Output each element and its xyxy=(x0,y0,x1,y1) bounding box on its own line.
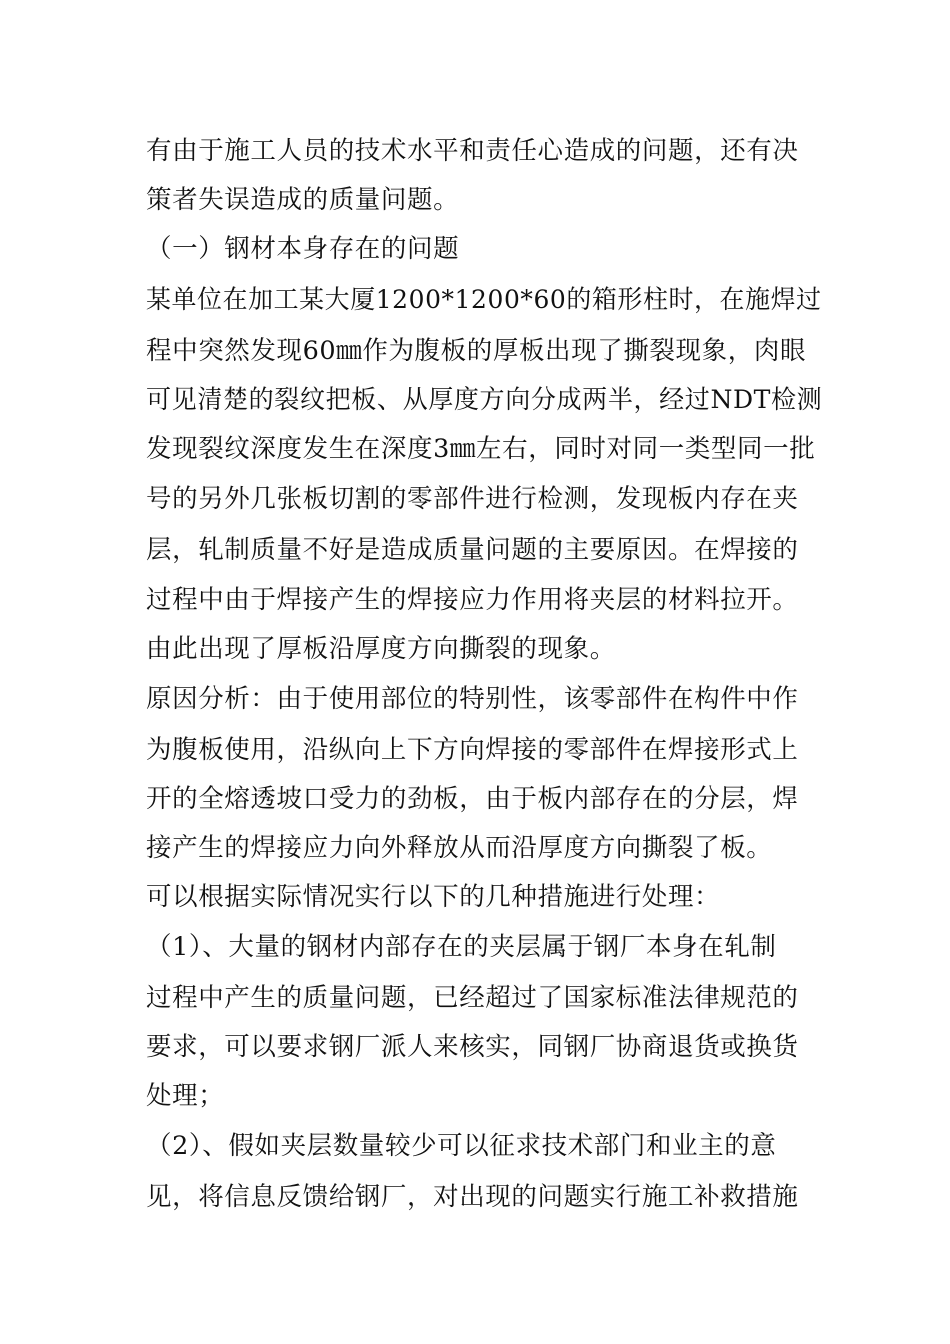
text-line: 可以根据实际情况实行以下的几种措施进行处理： xyxy=(146,882,721,912)
text-line: 过程中产生的质量问题，已经超过了国家标准法律规范的 xyxy=(146,983,799,1013)
text-line: 见，将信息反馈给钢厂，对出现的问题实行施工补救措施 xyxy=(146,1182,799,1212)
text-line: 要求，可以要求钢厂派人来核实，同钢厂协商退货或换货 xyxy=(146,1032,799,1062)
text-line: 层，轧制质量不好是造成质量问题的主要原因。在焊接的 xyxy=(146,535,799,565)
text-line: 程中突然发现60㎜作为腹板的厚板出现了撕裂现象，肉眼 xyxy=(146,336,807,366)
text-line: 发现裂纹深度发生在深度3㎜左右，同时对同一类型同一批 xyxy=(146,434,816,464)
text-line: 为腹板使用，沿纵向上下方向焊接的零部件在焊接形式上 xyxy=(146,735,799,765)
text-line: 某单位在加工某大厦1200*1200*60的箱形柱时，在施焊过 xyxy=(146,285,822,315)
text-line: 策者失误造成的质量问题。 xyxy=(146,185,460,215)
text-line: 开的全熔透坡口受力的劲板，由于板内部存在的分层，焊 xyxy=(146,784,799,814)
text-line: 处理； xyxy=(146,1081,225,1111)
text-line: 可见清楚的裂纹把板、从厚度方向分成两半，经过NDT检测 xyxy=(146,385,823,415)
text-line: 由此出现了厚板沿厚度方向撕裂的现象。 xyxy=(146,634,616,664)
text-line: 号的另外几张板切割的零部件进行检测，发现板内存在夹 xyxy=(146,484,799,514)
text-line: 接产生的焊接应力向外释放从而沿厚度方向撕裂了板。 xyxy=(146,833,773,863)
text-line: 过程中由于焊接产生的焊接应力作用将夹层的材料拉开。 xyxy=(146,585,799,615)
text-line: 有由于施工人员的技术水平和责任心造成的问题，还有决 xyxy=(146,136,799,166)
text-line: （1）、大量的钢材内部存在的夹层属于钢厂本身在轧制 xyxy=(146,932,777,962)
text-line: 原因分析：由于使用部位的特别性，该零部件在构件中作 xyxy=(146,684,799,714)
text-line: （2）、假如夹层数量较少可以征求技术部门和业主的意 xyxy=(146,1131,777,1161)
section-heading: （一）钢材本身存在的问题 xyxy=(146,234,460,264)
